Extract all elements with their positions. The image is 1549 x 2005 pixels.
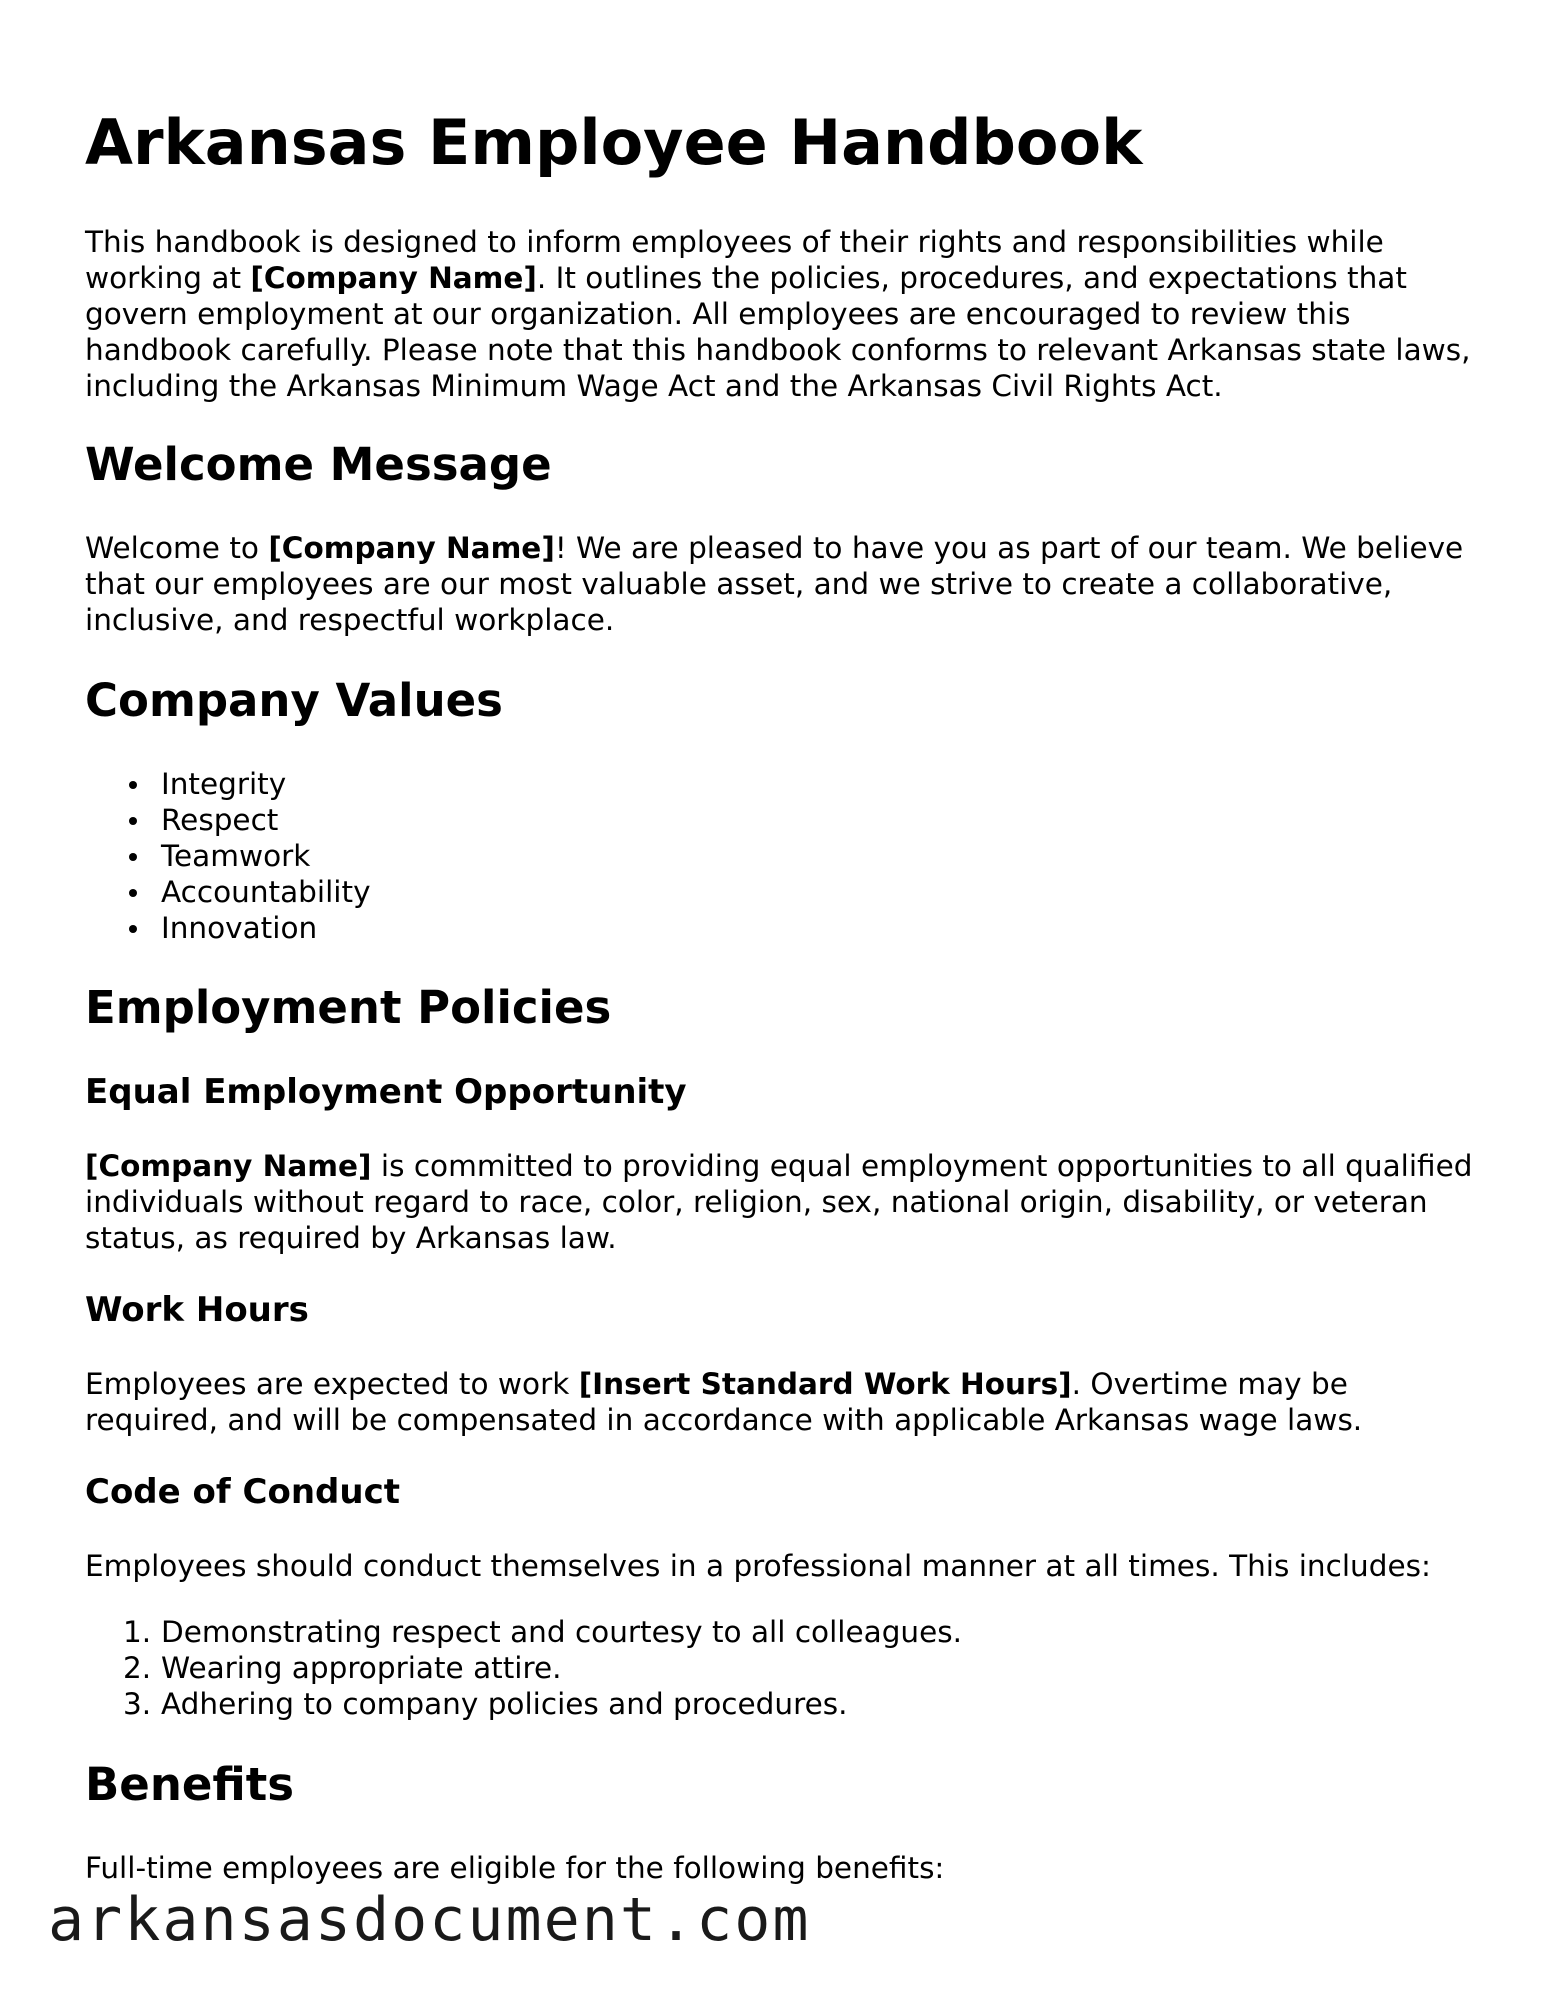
- policies-heading: Employment Policies: [85, 981, 612, 1034]
- values-list: [85, 766, 371, 946]
- intro-text-start: This handbook is designed to inform employees of their rights and responsibilities while working at: [85, 225, 1384, 295]
- list-item: 3. Adhering to company policies and procedures.: [123, 1687, 848, 1721]
- document-title: Arkansas Employee Handbook: [85, 106, 1143, 179]
- welcome-text-start: Welcome to: [85, 531, 269, 565]
- list-item: Respect: [85, 802, 371, 838]
- intro-paragraph: [85, 224, 1485, 404]
- company-name-placeholder: [Company Name]: [268, 531, 555, 565]
- work-hours-heading: Work Hours: [85, 1290, 309, 1330]
- benefits-heading: Benefits: [85, 1758, 295, 1811]
- work-hours-text-end: . Overtime may be required, and will be compensated in accordance with applicable Arkansas wage laws.: [85, 1367, 1363, 1437]
- company-name-placeholder: [Company Name]: [85, 1149, 372, 1183]
- eeo-paragraph: [85, 1148, 1485, 1256]
- conduct-list: [85, 1614, 962, 1722]
- list-item: 2. Wearing appropriate attire.: [123, 1651, 562, 1685]
- list-number: 2.: [123, 1651, 152, 1685]
- work-hours-paragraph: [85, 1366, 1485, 1438]
- watermark: arkansasdocument.com: [48, 1885, 811, 1955]
- welcome-text-end: ! We are pleased to have you as part of our team. We believe that our employees are our most valuable asset, and we strive to create a collaborative, inclusive, and respectful workplace.: [85, 531, 1464, 637]
- list-item: Integrity: [85, 766, 371, 802]
- bullet-icon: [129, 925, 137, 933]
- eeo-text: is committed to providing equal employment opportunities to all qualified individuals without regard to race, color, religion, sex, national origin, disability, or veteran status, as required by Arkansas law.: [85, 1149, 1473, 1255]
- bullet-icon: [129, 889, 137, 897]
- intro-text-end: . It outlines the policies, procedures, and expectations that govern employment at our organization. All employees are encouraged to review this handbook carefully. Please note that this handbook conforms to relevant Arkansas state laws, including the Arkansas Minimum Wage Act and the Arkansas Civil Rights Act.: [85, 261, 1471, 403]
- list-item: Teamwork: [85, 838, 371, 874]
- bullet-icon: [129, 817, 137, 825]
- benefits-paragraph: Full-time employees are eligible for the following benefits:: [85, 1851, 945, 1885]
- list-item: Innovation: [85, 910, 371, 946]
- list-item: Accountability: [85, 874, 371, 910]
- conduct-heading: Code of Conduct: [85, 1472, 400, 1512]
- list-number: 3.: [123, 1687, 152, 1721]
- work-hours-text-start: Employees are expected to work: [85, 1367, 579, 1401]
- eeo-heading: Equal Employment Opportunity: [85, 1072, 687, 1112]
- conduct-paragraph: Employees should conduct themselves in a professional manner at all times. This includes:: [85, 1549, 1431, 1583]
- company-name-placeholder: [Company Name]: [250, 261, 537, 295]
- bullet-icon: [129, 853, 137, 861]
- welcome-paragraph: [85, 530, 1485, 638]
- bullet-icon: [129, 781, 137, 789]
- welcome-heading: Welcome Message: [85, 438, 552, 491]
- work-hours-placeholder: [Insert Standard Work Hours]: [578, 1367, 1072, 1401]
- list-item: 1. Demonstrating respect and courtesy to all colleagues.: [123, 1615, 963, 1649]
- values-heading: Company Values: [85, 674, 503, 727]
- list-number: 1.: [123, 1615, 152, 1649]
